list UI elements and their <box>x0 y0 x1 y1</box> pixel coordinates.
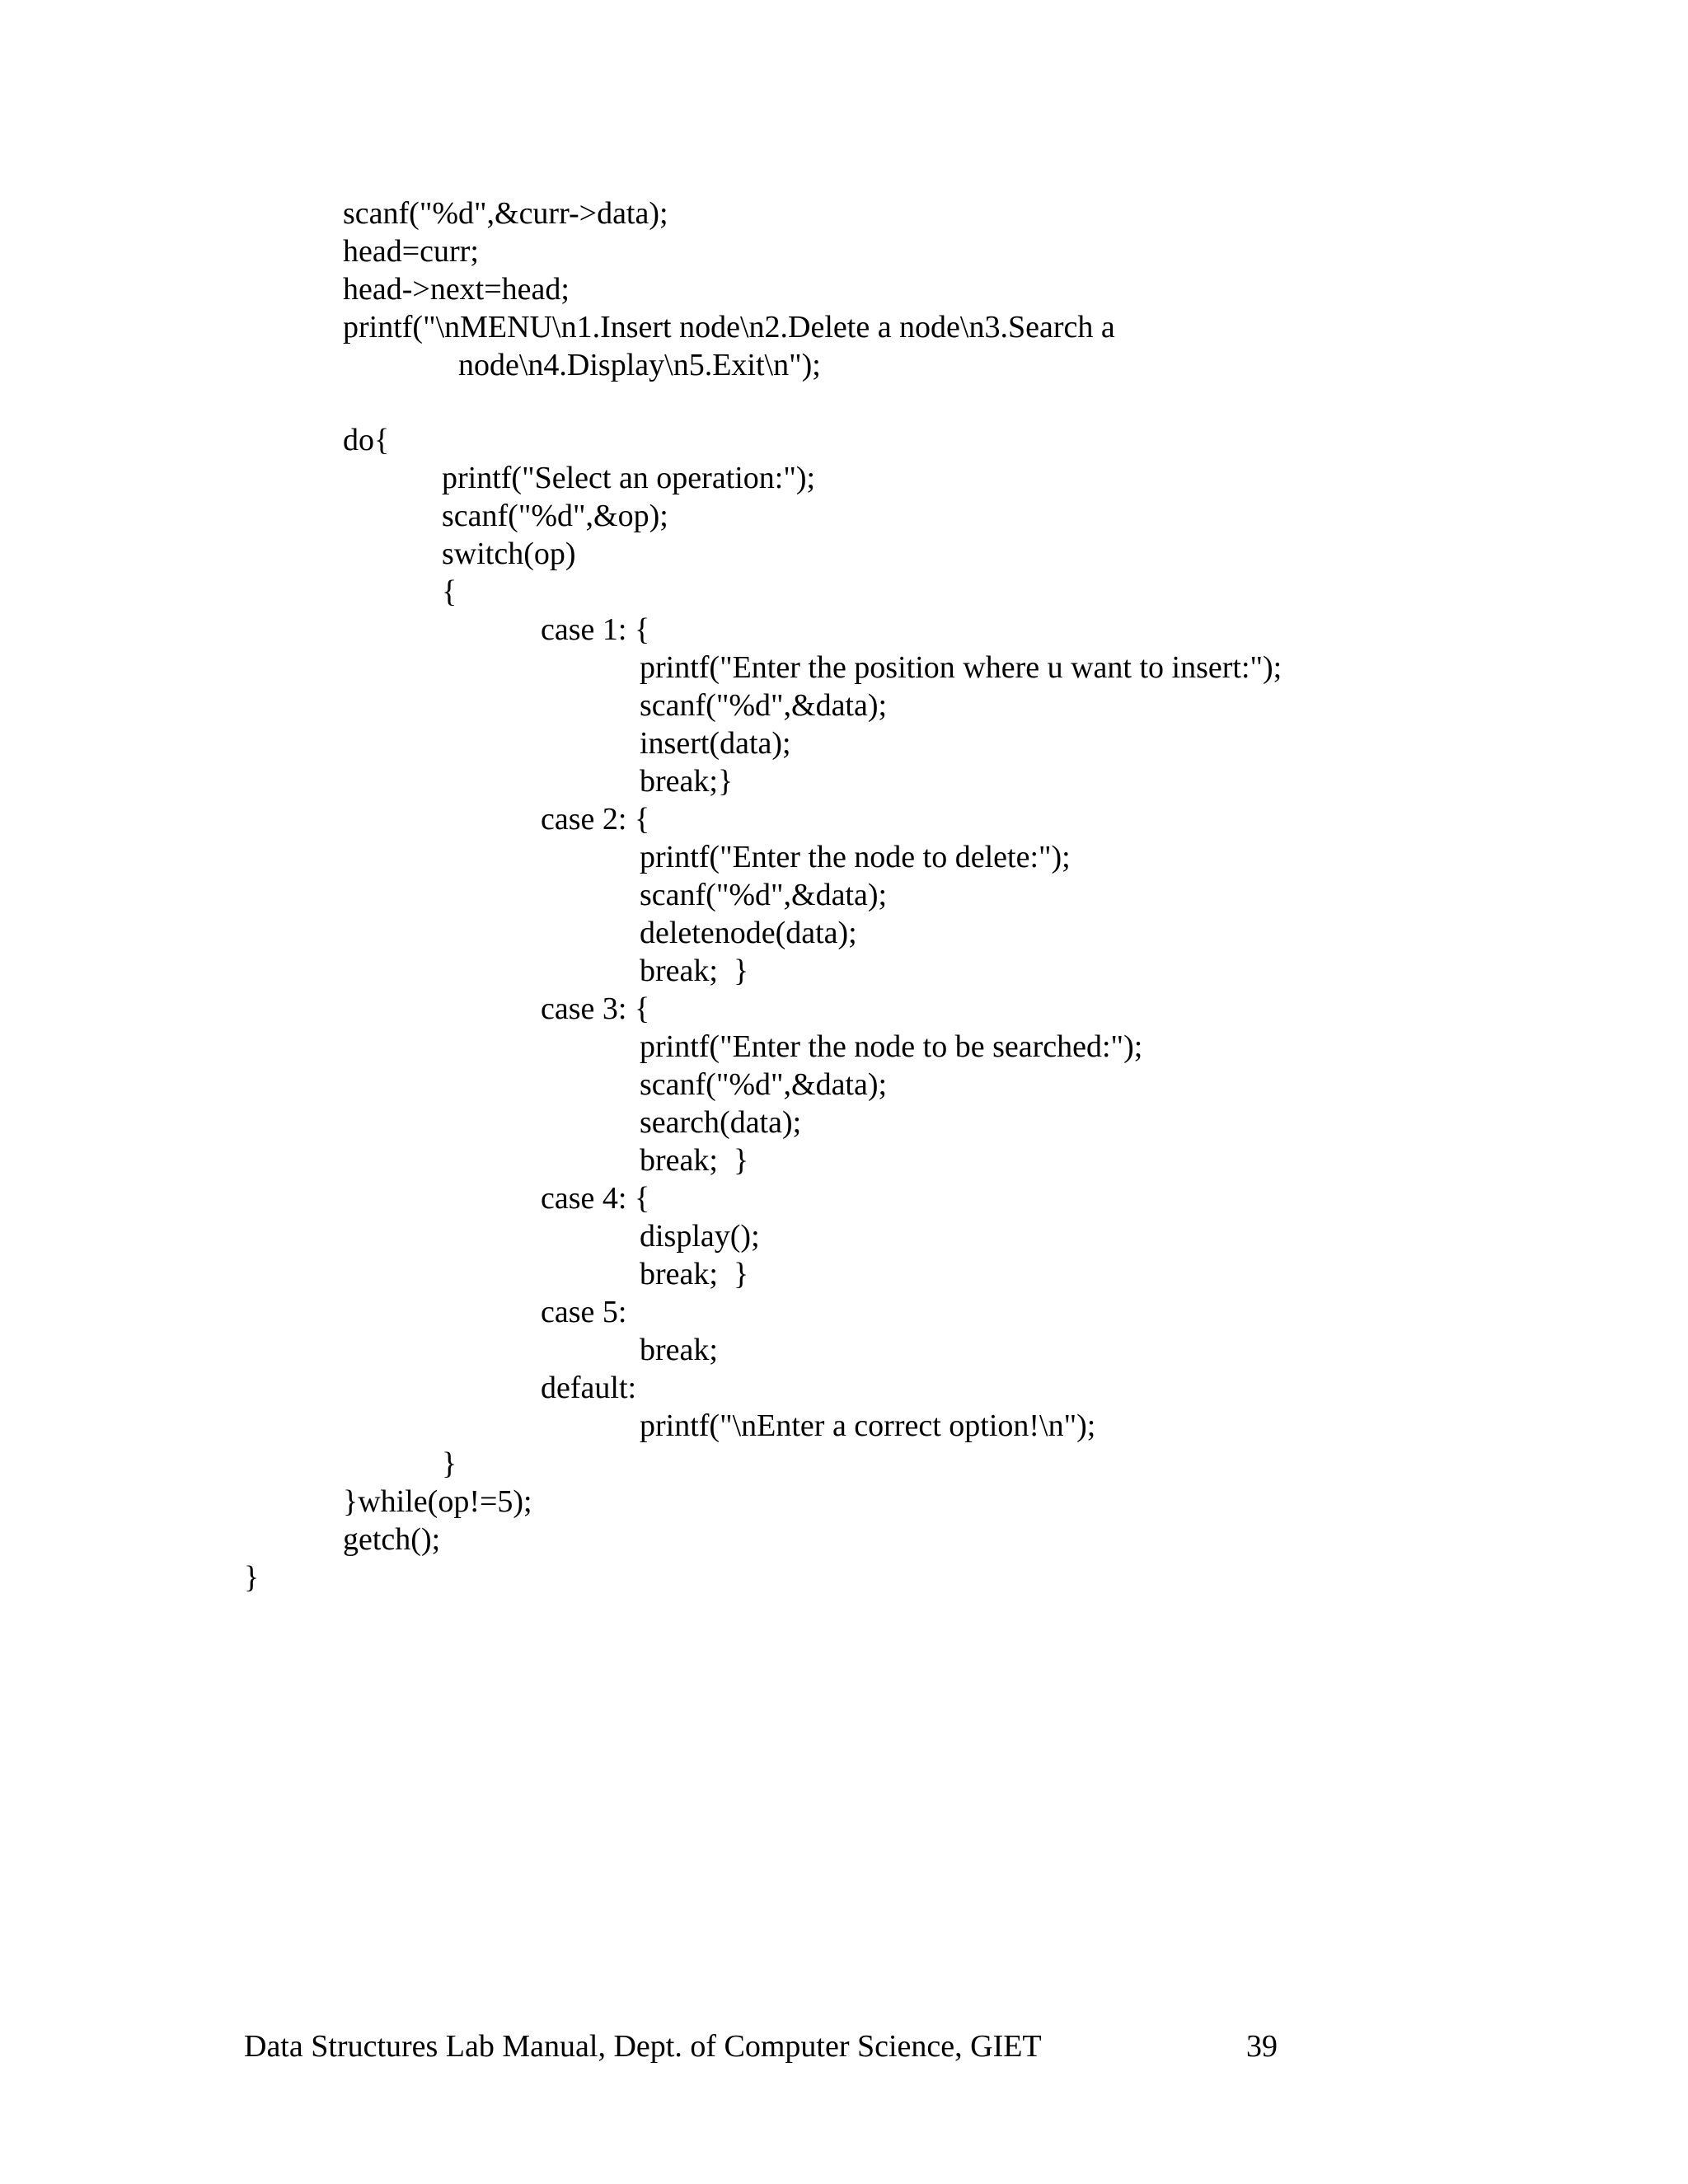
code-line: { <box>442 574 457 609</box>
code-line: case 1: { <box>541 612 650 647</box>
code-line: printf("\nEnter a correct option!\n"); <box>640 1408 1096 1443</box>
code-line: printf("Select an operation:"); <box>442 461 816 495</box>
code-line: head=curr; <box>343 234 479 269</box>
footer-title: Data Structures Lab Manual, Dept. of Computer Science, GIET <box>244 2029 1042 2064</box>
code-line: break;} <box>640 764 734 799</box>
code-line: printf("Enter the position where u want to insert:"); <box>640 650 1282 685</box>
code-line: printf("Enter the node to be searched:"); <box>640 1029 1143 1064</box>
code-line: scanf("%d",&data); <box>640 878 888 912</box>
code-line: case 2: { <box>541 802 650 837</box>
page-number: 39 <box>1246 2029 1278 2064</box>
code-line: break; <box>640 1333 718 1367</box>
code-line: case 4: { <box>541 1181 650 1216</box>
code-line: case 3: { <box>541 991 650 1026</box>
code-line: display(); <box>640 1219 760 1254</box>
code-line: head->next=head; <box>343 272 570 307</box>
code-line: scanf("%d",&data); <box>640 1067 888 1102</box>
code-line: default: <box>541 1371 637 1405</box>
code-line: switch(op) <box>442 537 576 571</box>
code-line: case 5: <box>541 1295 627 1329</box>
code-line: } <box>244 1560 260 1595</box>
code-line: getch(); <box>343 1522 441 1557</box>
code-line: } <box>442 1446 457 1481</box>
code-line: scanf("%d",&curr->data); <box>343 196 668 231</box>
code-line: deletenode(data); <box>640 916 857 950</box>
code-line: do{ <box>343 423 390 457</box>
code-line: printf("Enter the node to delete:"); <box>640 840 1071 874</box>
code-line: break; } <box>640 1143 749 1178</box>
code-line: break; } <box>640 954 749 988</box>
code-line: scanf("%d",&data); <box>640 688 888 723</box>
code-line: }while(op!=5); <box>343 1484 532 1519</box>
code-line: search(data); <box>640 1105 802 1140</box>
code-line: scanf("%d",&op); <box>442 499 668 533</box>
code-line: insert(data); <box>640 726 791 761</box>
code-line: printf("\nMENU\n1.Insert node\n2.Delete a node\n3.Search a <box>343 310 1115 344</box>
code-line: node\n4.Display\n5.Exit\n"); <box>458 348 821 382</box>
code-line: break; } <box>640 1257 749 1291</box>
